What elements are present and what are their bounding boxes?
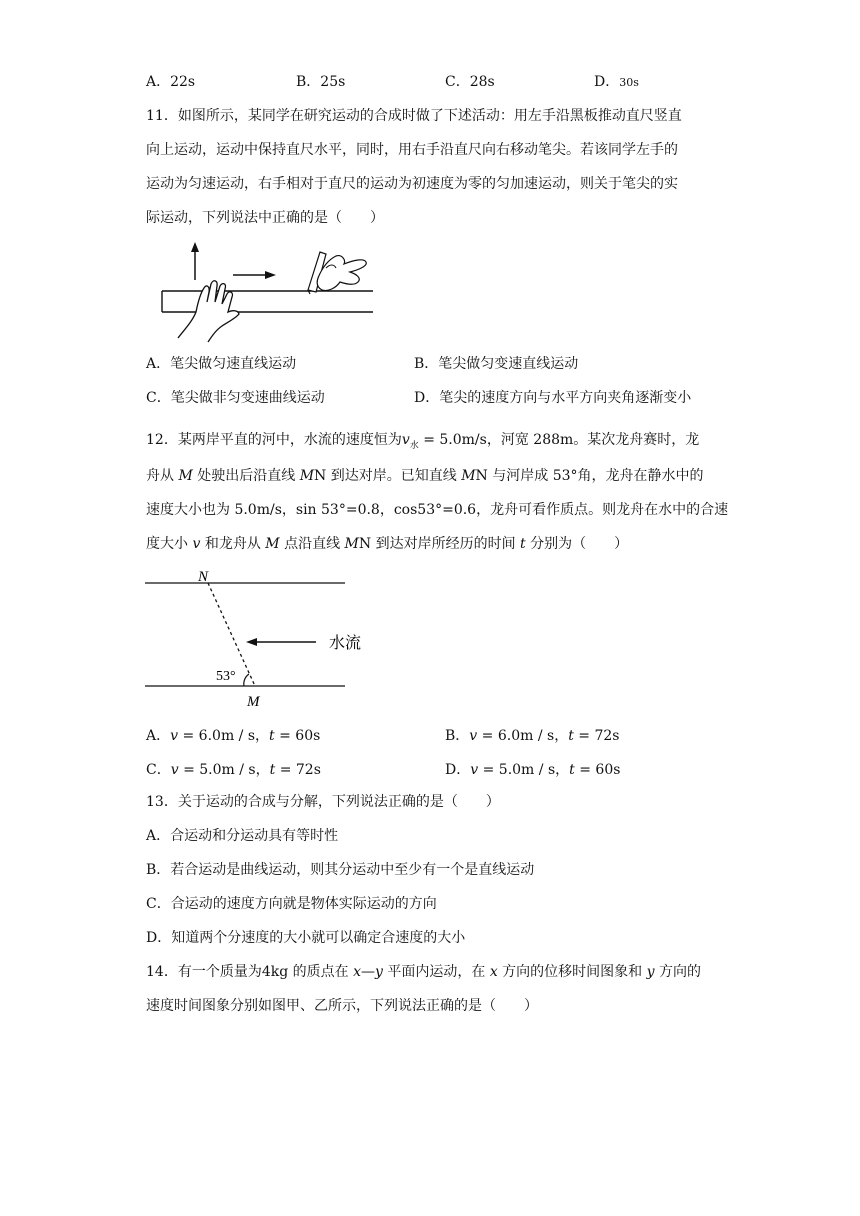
q11-stem-line3: 运动为匀速运动，右手相对于直尺的运动为初速度为零的匀加速运动，则关于笔尖的实 — [146, 176, 678, 192]
q12-line4-c: 点沿直线 — [279, 536, 345, 552]
opt-t: t — [269, 762, 276, 778]
q11-option-c[interactable]: C．笔尖做非匀变速曲线运动 — [146, 390, 325, 406]
q14-stem-line2: 速度时间图象分别如图甲、乙所示，下列说法正确的是（ ） — [146, 998, 538, 1014]
q14-mass: 4kg — [261, 964, 289, 980]
opt-tval: = 72s — [275, 762, 321, 778]
q12-line4-v: v — [192, 536, 201, 552]
q12-line1-post: = 5.0m/s，河宽 288m。某次龙舟赛时，龙 — [418, 432, 700, 448]
q12-option-c[interactable] — [146, 760, 321, 780]
q10-option-b[interactable]: B．25s — [296, 74, 346, 90]
q12-line1-v: v — [401, 432, 410, 448]
q14-line1-c: 平面内运动，在 — [382, 964, 490, 980]
opt-letter: C． — [146, 762, 171, 778]
opt-v: v — [470, 762, 479, 778]
q10-option-c[interactable]: C．28s — [445, 74, 495, 90]
opt-vval: = 5.0m / s， — [178, 762, 270, 778]
q12-line2-c: N 到达对岸。已知直线 — [314, 468, 462, 484]
q13-option-c[interactable]: C．合运动的速度方向就是物体实际运动的方向 — [146, 896, 437, 912]
q11-option-a[interactable]: A．笔尖做匀速直线运动 — [146, 356, 297, 372]
q12-line2-MN: M — [299, 468, 315, 484]
q12-stem-line2 — [146, 466, 704, 486]
opt-v: v — [170, 728, 179, 744]
q12-option-b[interactable] — [445, 726, 619, 746]
opt-t: t — [569, 762, 575, 778]
opt-tval: = 60s — [274, 728, 321, 744]
q10-option-d-value: 30s — [619, 76, 639, 89]
q12-line2-d: N 与河岸成 53°角，龙舟在静水中的 — [475, 468, 704, 484]
q12-option-a[interactable] — [146, 726, 320, 746]
q10-option-d-letter: D． — [594, 74, 620, 90]
q12-stem-line1 — [146, 430, 699, 456]
label-M: M — [247, 694, 260, 710]
opt-vval: = 5.0m / s， — [478, 762, 570, 778]
q13-option-a[interactable]: A．合运动和分运动具有等时性 — [146, 828, 339, 844]
q13-option-d[interactable]: D．知道两个分速度的大小就可以确定合速度的大小 — [146, 930, 466, 946]
q14-line1-e: 方向的 — [654, 964, 702, 980]
q12-line4-a: 度大小 — [146, 536, 193, 552]
q10-option-a[interactable]: A．22s — [146, 74, 196, 90]
q12-line4-M: M — [265, 536, 280, 552]
angle-arc — [244, 674, 249, 686]
q12-line4-d: N 到达对岸所经历的时间 — [358, 536, 521, 552]
q12-stem-line3: 速度大小也为 5.0m/s，sin 53°=0.8，cos53°=0.6，龙舟可看作质点。则龙舟在水中的合速 — [146, 502, 729, 518]
q11-stem-line2: 向上运动，运动中保持直尺水平，同时，用右手沿直尺向右移动笔尖。若该同学左手的 — [146, 142, 678, 158]
q12-line4-b: 和龙舟从 — [200, 536, 266, 552]
q12-option-d[interactable] — [445, 760, 620, 780]
opt-t: t — [269, 728, 275, 744]
opt-v: v — [469, 728, 478, 744]
q14-dash: — — [361, 964, 375, 980]
q14-line1-b: 的质点在 — [288, 964, 354, 980]
opt-vval: = 6.0m / s， — [477, 728, 569, 744]
q12-line4-MN: M — [344, 536, 359, 552]
q12-line4-e: 分别为（ ） — [525, 536, 629, 552]
opt-vval: = 6.0m / s， — [178, 728, 270, 744]
q11-option-b[interactable]: B．笔尖做匀变速直线运动 — [414, 356, 579, 372]
q14-line1-d: 方向的位移时间图象和 — [497, 964, 647, 980]
opt-letter: B． — [445, 728, 470, 744]
opt-letter: D． — [445, 762, 471, 778]
q12-line1-pre: 12．某两岸平直的河中，水流的速度恒为 — [146, 432, 402, 448]
q12-stem-line4 — [146, 534, 628, 554]
q12-figure-river — [140, 562, 380, 712]
q14-stem-line1 — [146, 962, 701, 982]
opt-tval: = 72s — [573, 728, 620, 744]
q11-option-d[interactable]: D．笔尖的速度方向与水平方向夹角逐渐变小 — [414, 390, 692, 406]
opt-tval: = 60s — [574, 762, 621, 778]
q14-x: x — [353, 964, 361, 980]
flow-label: 水流 — [329, 633, 362, 652]
opt-letter: A． — [146, 728, 171, 744]
q14-x2: x — [489, 964, 498, 980]
label-N: N — [198, 569, 209, 585]
q13-option-b[interactable]: B．若合运动是曲线运动，则其分运动中至少有一个是直线运动 — [146, 862, 535, 878]
q14-y2: y — [646, 964, 655, 980]
q12-line2-M: M — [178, 468, 193, 484]
q14-line1-a: 14．有一个质量为 — [146, 964, 262, 980]
opt-v: v — [170, 762, 179, 778]
q12-line2-b: 处驶出后沿直线 — [192, 468, 300, 484]
q12-line2-MN2: M — [461, 468, 476, 484]
q11-stem-line1: 11．如图所示，某同学在研究运动的合成时做了下述活动：用左手沿黑板推动直尺竖直 — [146, 108, 682, 124]
q10-option-d[interactable] — [594, 72, 639, 93]
q12-line4-t: t — [520, 536, 526, 552]
q12-line2-a: 舟从 — [146, 468, 179, 484]
q13-stem: 13．关于运动的合成与分解，下列说法正确的是（ ） — [146, 794, 500, 810]
q14-y: y — [375, 964, 383, 980]
q12-line1-sub: 水 — [409, 440, 419, 451]
opt-t: t — [568, 728, 574, 744]
q11-figure-ruler-hand-pen — [158, 238, 378, 342]
q11-stem-line4: 际运动，下列说法中正确的是（ ） — [146, 210, 384, 226]
angle-label: 53° — [216, 669, 236, 684]
